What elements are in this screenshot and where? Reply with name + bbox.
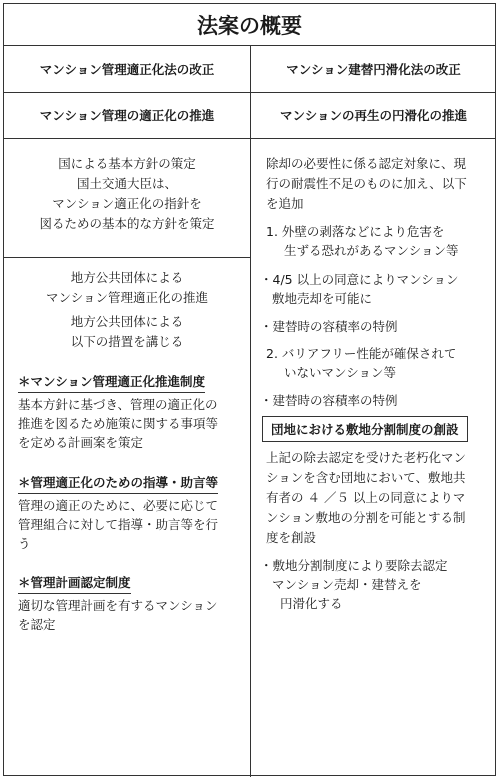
- item-line: ・4/5 以上の同意によりマンション: [260, 272, 459, 287]
- intro-line: を追加: [266, 196, 304, 211]
- national-line: 図るための基本的な方針を策定: [39, 216, 215, 231]
- item-line: 2. バリアフリー性能が確保されて: [266, 346, 457, 361]
- section-line: 推進を図るため施策に関する事項等: [18, 416, 219, 431]
- danchi-bullet-line: 円滑化する: [280, 596, 343, 611]
- page-title: 法案の概要: [4, 4, 495, 46]
- summary-table: [3, 3, 496, 776]
- danchi-line: 度を創設: [266, 530, 317, 545]
- left-theme-header: マンション管理の適正化の推進: [39, 108, 215, 123]
- danchi-description: [266, 448, 494, 548]
- criteria-item-1: [266, 222, 494, 260]
- danchi-line: ションを含む団地において、敷地共: [266, 470, 466, 485]
- local-line: 以下の措置を講じる: [70, 334, 184, 349]
- criteria-bullet-far: [260, 317, 494, 336]
- danchi-bullet-line: ・敷地分割制度により要除去認定: [260, 558, 448, 573]
- local-line: 地方公共団体による: [70, 270, 184, 285]
- column-divider: [250, 46, 251, 777]
- item-line: ・建替時の容積率の特例: [260, 319, 398, 334]
- national-policy-block: [4, 154, 250, 234]
- danchi-line: ンション敷地の分割を可能とする制: [266, 510, 466, 525]
- right-theme-header: マンションの再生の円滑化の推進: [280, 108, 467, 123]
- national-line: マンション適正化の指針を: [52, 196, 202, 211]
- danchi-bullet: [260, 556, 494, 613]
- danchi-heading-box: 団地における敷地分割制度の創設: [262, 416, 468, 442]
- left-law-header: マンション管理適正化法の改正: [39, 62, 215, 77]
- section-line: 適切な管理計画を有するマンション: [18, 598, 218, 613]
- section-heading: ＊マンション管理適正化推進制度: [18, 372, 205, 393]
- intro-line: 除却の必要性に係る認定対象に、現: [266, 156, 467, 171]
- item-line: ・建替時の容積率の特例: [260, 393, 398, 408]
- right-intro: [266, 154, 494, 214]
- right-law-header: マンション建替円滑化法の改正: [286, 62, 461, 77]
- section-line: 管理組合に対して指導・助言等を行: [18, 517, 219, 532]
- item-line: 敷地売却を可能に: [272, 291, 373, 306]
- national-line: 国土交通大臣は、: [76, 176, 177, 191]
- section-heading: ＊管理計画認定制度: [18, 573, 131, 594]
- local-gov-block: [4, 268, 250, 352]
- item-line: 生ずる恐れがあるマンション等: [284, 243, 459, 258]
- intro-line: 行の耐震性不足のものに加え、以下: [266, 176, 467, 191]
- criteria-bullet-sale: [260, 270, 494, 308]
- danchi-line: 上記の除去認定を受けた老朽化マン: [266, 450, 467, 465]
- danchi-line: 有者の ４ ／５ 以上の同意によりマ: [266, 490, 466, 505]
- local-line: 地方公共団体による: [70, 314, 184, 329]
- item-line: 1. 外壁の剥落などにより危害を: [266, 224, 445, 239]
- section-body: [18, 496, 246, 553]
- divider-left-national: [4, 257, 250, 258]
- section-line: う: [18, 536, 31, 551]
- section-line: を定める計画案を策定: [18, 435, 144, 450]
- section-body: [18, 395, 246, 452]
- section-line: 基本方針に基づき、管理の適正化の: [18, 397, 218, 412]
- criteria-item-2: [266, 344, 494, 382]
- danchi-bullet-line: マンション売却・建替えを: [272, 577, 422, 592]
- section-heading: ＊管理適正化のための指導・助言等: [18, 473, 218, 494]
- section-body: [18, 596, 246, 634]
- national-line: 国による基本方針の策定: [58, 156, 196, 171]
- section-line: 管理の適正のために、必要に応じて: [18, 498, 219, 513]
- criteria-bullet-far-2: [260, 391, 494, 410]
- section-line: を認定: [18, 617, 56, 632]
- local-line: マンション管理適正化の推進: [46, 290, 208, 305]
- item-line: いないマンション等: [284, 365, 396, 380]
